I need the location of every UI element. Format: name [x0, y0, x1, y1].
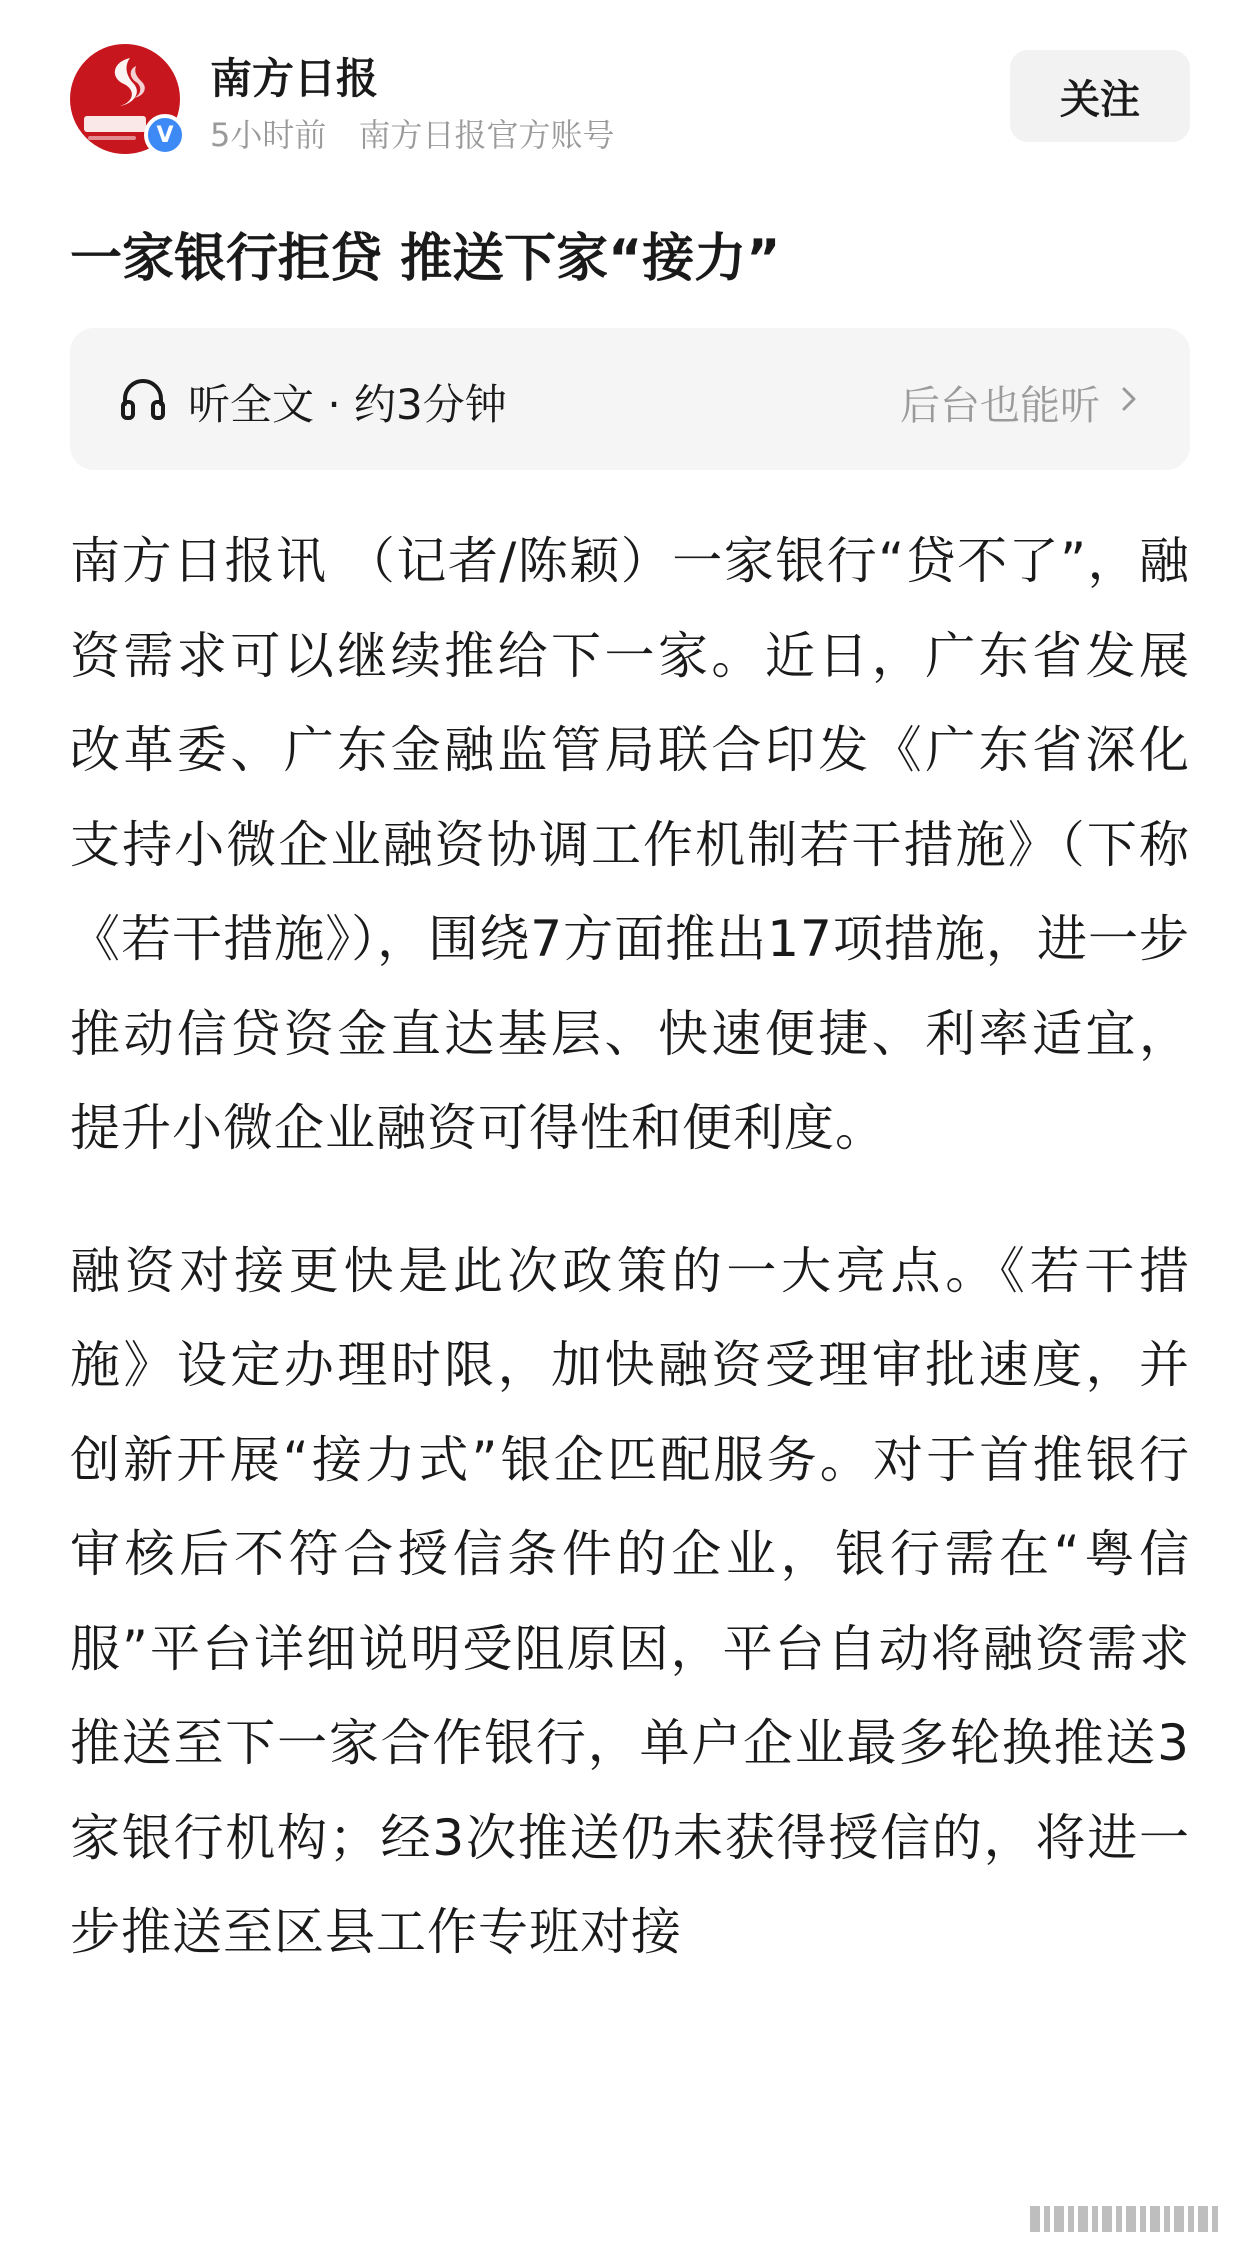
- paragraph-1: 南方日报讯 （记者/陈颖）一家银行“贷不了”，融资需求可以继续推给下一家。近日，广东省发展改革委、广东金融监管局联合印发《广东省深化支持小微企业融资协调工作机制若干措施》（下称《若干措施》），围绕7方面推出17项措施，进一步推动信贷资金直达基层、快速便捷、利率适宜，提升小微企业融资可得性和便利度。: [70, 532, 1190, 1157]
- post-meta: [210, 110, 615, 156]
- background-play-label[interactable]: 后台也能听: [900, 383, 1100, 429]
- post-time: 5小时前: [210, 116, 327, 154]
- listen-label: 听全文 · 约3分钟: [188, 380, 507, 429]
- article-title: 一家银行拒贷 推送下家“接力”: [70, 229, 781, 289]
- chevron-right-icon: [1118, 386, 1140, 412]
- listen-full-text-bar[interactable]: [70, 328, 1190, 470]
- article-body: [70, 514, 1190, 1980]
- verified-badge-icon: V: [144, 114, 186, 156]
- author-header: [70, 44, 1190, 154]
- follow-button[interactable]: 关注: [1010, 50, 1190, 142]
- paragraph-2: 融资对接更快是此次政策的一大亮点。《若干措施》设定办理时限，加快融资受理审批速度，并创新开展“接力式”银企匹配服务。对于首推银行审核后不符合授信条件的企业，银行需在“粤信服”平台详细说明受阻原因，平台自动将融资需求推送至下一家合作银行，单户企业最多轮换推送3家银行机构；经3次推送仍未获得授信的，将进一步推送至区县工作专班对接: [70, 1241, 1190, 1961]
- account-type: 南方日报官方账号: [358, 116, 615, 154]
- watermark-icon: [1030, 2198, 1230, 2238]
- account-name[interactable]: 南方日报: [210, 54, 379, 103]
- headphone-icon: [118, 374, 168, 424]
